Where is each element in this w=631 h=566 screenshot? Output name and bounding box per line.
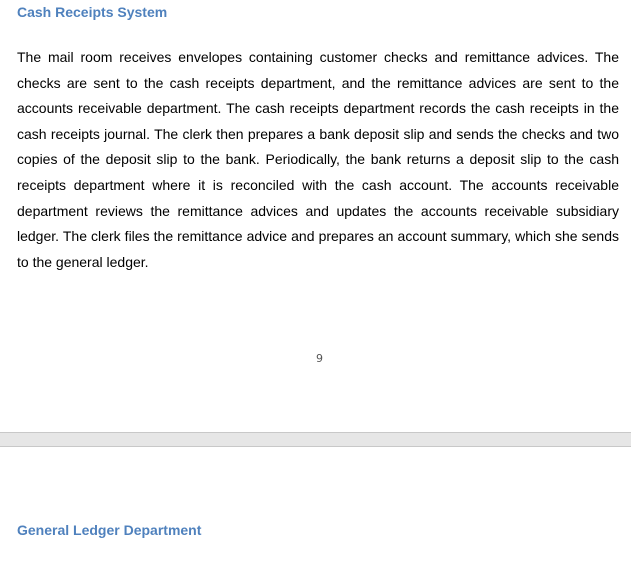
section-heading-general-ledger: General Ledger Department — [17, 522, 202, 538]
body-paragraph: The mail room receives envelopes containing customer checks and remittance advices. The checks are sent to the cash receipts department, and the remittance advices are sent to the accounts receivable department. The cash receipts department records the cash receipts in the cash receipts journal. The clerk then prepares a bank deposit slip and sends the checks and two copies of the deposit slip to the bank. Periodically, the bank returns a deposit slip to the cash receipts department where it is reconciled with the cash account. The accounts receivable department reviews the remittance advices and updates the accounts receivable subsidiary ledger. The clerk files the remittance advice and prepares an account summary, which she sends to the general ledger. — [17, 49, 619, 270]
page-number: 9 — [316, 352, 323, 365]
document-page-10 — [0, 447, 631, 566]
page-separator — [0, 432, 631, 447]
section-heading-cash-receipts: Cash Receipts System — [17, 4, 168, 20]
